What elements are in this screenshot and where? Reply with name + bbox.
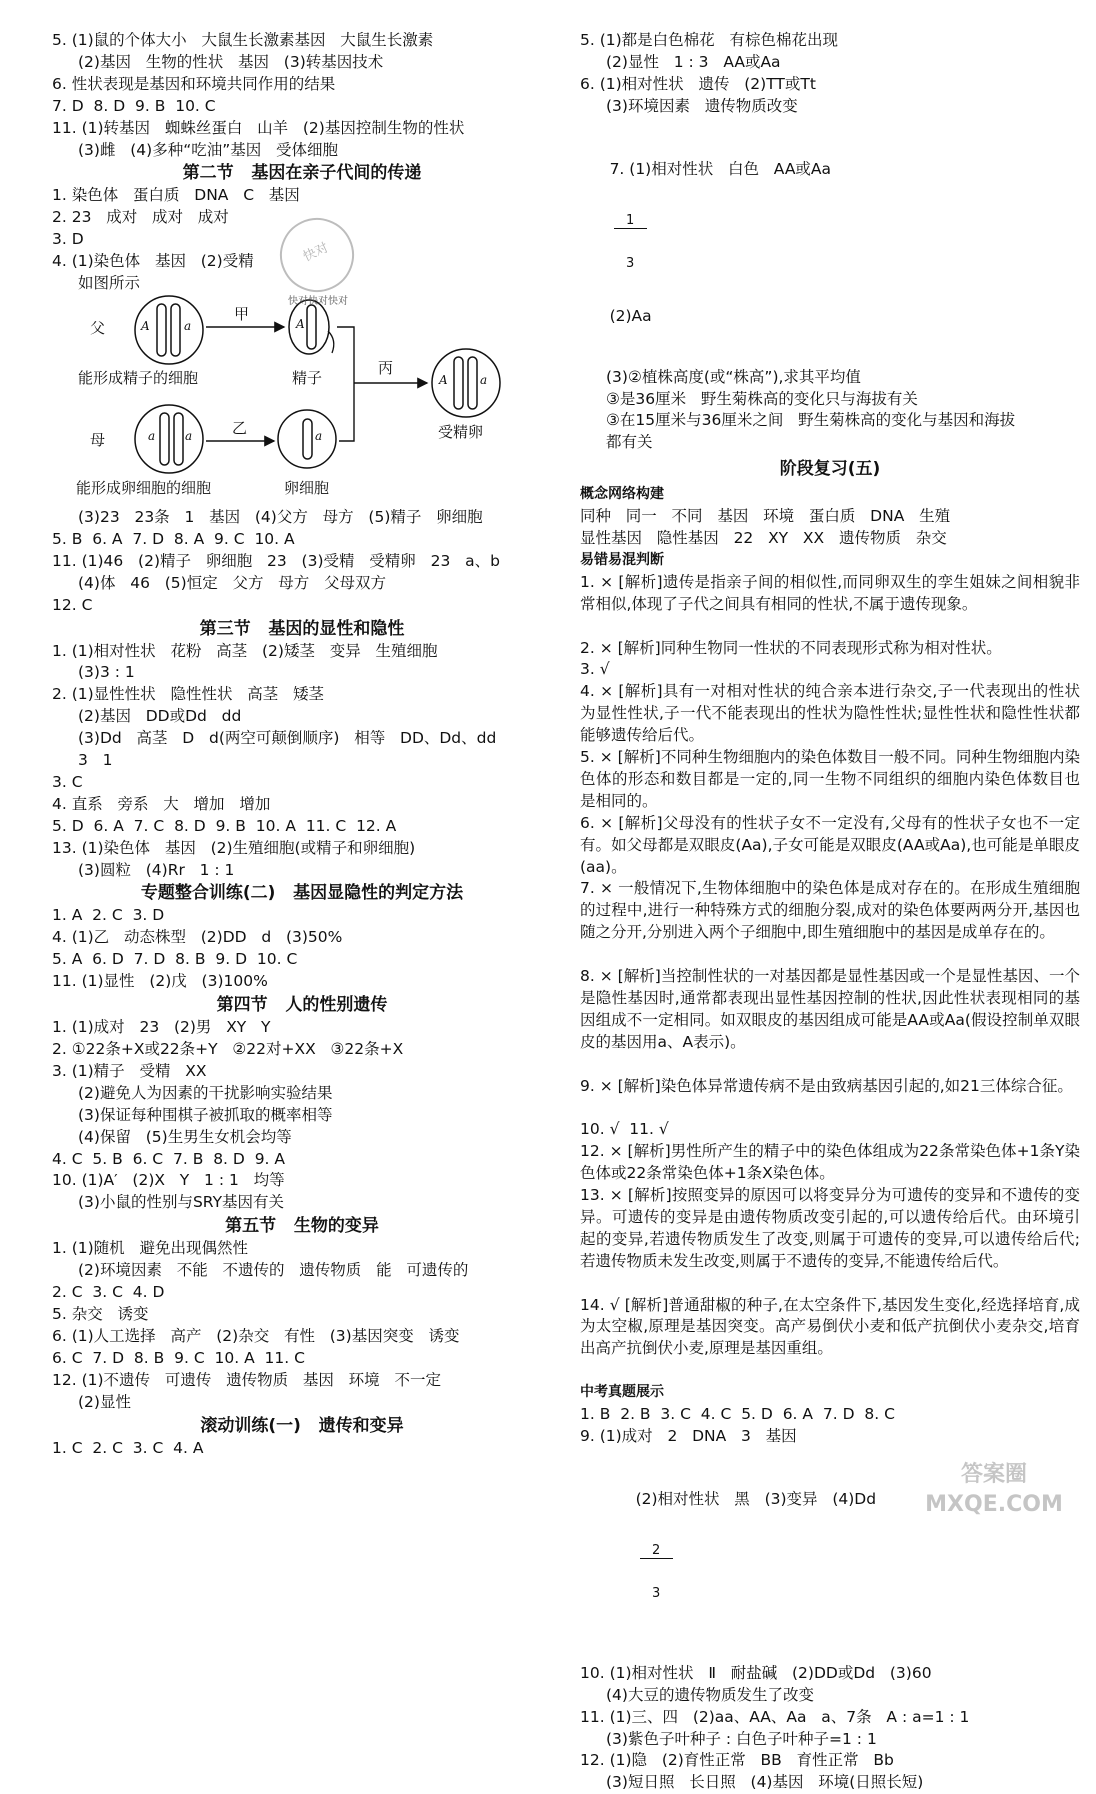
q7-text-after: (2)Aa: [609, 306, 652, 325]
text-line: 6. (1)人工选择 高产 (2)杂交 有性 (3)基因突变 诱变: [52, 1326, 460, 1345]
text-line: 显性基因 隐性基因 22 XY XX 遗传物质 杂交: [580, 529, 947, 548]
watermark-logo: 答案圈 MXQE.COM: [925, 1462, 1063, 1517]
right-block-4: [580, 1404, 1080, 1448]
allele-A: A: [296, 316, 305, 331]
text-line: 1. (1)成对 23 (2)男 XY Y: [52, 1018, 271, 1037]
sperm-cell-label: 能形成精子的细胞: [78, 368, 199, 387]
text-line: 6. 性状表现是基因和环境共同作用的结果: [52, 74, 336, 93]
text-line: 4. 直系 旁系 大 增加 增加: [52, 794, 271, 813]
judge-item: 13. × [解析]按照变异的原因可以将变异分为可遗传的变异和不遗传的变异。可遗传的变异是由遗传物质改变引起的,可以遗传给后代。由环境引起的变异,若遗传物质发生了改变,则属于可遗传的变异,可以遗传给后代;若遗传物质未发生改变,则属于不遗传的变异,不能遗传给后代。: [580, 1186, 1080, 1270]
judge-item: 10. √ 11. √: [580, 1120, 669, 1139]
text-line: 9. (1)成对 2 DNA 3 基因: [580, 1426, 797, 1445]
section-heading: 第三节 基因的显性和隐性: [199, 618, 405, 639]
subsection-heading: 易错易混判断: [580, 551, 664, 568]
text-line: 都有关: [606, 433, 653, 452]
text-line: (4)保留 (5)生男生女机会均等: [78, 1127, 292, 1146]
text-line: (4)大豆的遗传物质发生了改变: [606, 1685, 814, 1704]
fraction-numerator: 2: [640, 1544, 673, 1559]
sperm-cell: [289, 300, 329, 354]
text-line: (4)体 46 (5)恒定 父方 母方 父母双方: [78, 573, 387, 592]
text-line: 2. (1)显性性状 隐性性状 高茎 矮茎: [52, 685, 325, 704]
text-line: (2)避免人为因素的干扰影响实验结果: [78, 1083, 333, 1102]
q7-text: 7. (1)相对性状 白色 AA或Aa: [609, 159, 832, 178]
section-heading: 专题整合训练(二) 基因显隐性的判定方法: [140, 883, 464, 904]
text-line: 10. (1)A′ (2)X Y 1 : 1 均等: [52, 1171, 285, 1190]
q9-text: (2)相对性状 黑 (3)变异 (4)Dd: [635, 1489, 877, 1508]
left-block-5: [52, 905, 552, 993]
text-line: 1. (1)相对性状 花粉 高茎 (2)矮茎 变异 生殖细胞: [52, 641, 438, 660]
text-line: (3)圆粒 (4)Rr 1 : 1: [78, 860, 235, 879]
zygote-label: 受精卵: [438, 422, 484, 441]
text-line: ③是36厘米 野生菊株高的变化只与海拔有关: [606, 389, 918, 408]
text-line: 12. (1)不遗传 可遗传 遗传物质 基因 环境 不一定: [52, 1370, 441, 1389]
judge-item: 2. × [解析]同种生物同一性状的不同表现形式称为相对性状。: [580, 638, 1002, 657]
allele-a: a: [480, 372, 488, 387]
text-line: (3)Dd 高茎 D d(两空可颠倒顺序) 相等 DD、Dd、dd: [78, 729, 497, 748]
text-line: (2)显性 1 : 3 AA或Aa: [606, 52, 781, 71]
judge-item: 6. × [解析]父母没有的性状子女不一定没有,父母有的性状子女也不一定有。如父母都是双眼皮(Aa),子女可能是双眼皮(AA或Aa),也可能是单眼皮(aa)。: [580, 813, 1080, 876]
right-block-5: [580, 1663, 1080, 1794]
text-line: 1. B 2. B 3. C 4. C 5. D 6. A 7. D 8. C: [580, 1405, 895, 1424]
mother-label: 母: [90, 430, 106, 449]
text-line: (2)基因 生物的性状 基因 (3)转基因技术: [78, 52, 384, 71]
section-heading: 阶段复习(五): [779, 459, 881, 480]
left-column: [52, 30, 552, 1459]
left-block-8: [52, 1438, 552, 1460]
text-line: (3)短日照 长日照 (4)基因 环境(日照长短): [606, 1773, 924, 1792]
text-line: 5. B 6. A 7. D 8. A 9. C 10. A: [52, 529, 295, 548]
text-line: (3)环境因素 遗传物质改变: [606, 96, 798, 115]
text-line: (3)3 : 1: [78, 663, 135, 682]
arrow-label-bing: 丙: [378, 358, 394, 377]
section-heading: 滚动训练(一) 遗传和变异: [200, 1415, 404, 1436]
fraction-denominator: 3: [625, 255, 635, 271]
left-block-1: [52, 30, 552, 161]
text-line: 10. (1)相对性状 Ⅱ 耐盐碱 (2)DD或Dd (3)60: [580, 1663, 932, 1682]
text-line: 5. D 6. A 7. C 8. D 9. B 10. A 11. C 12. A: [52, 816, 397, 835]
text-line: (3)雌 (4)多种“吃油”基因 受体细胞: [78, 140, 339, 159]
left-block-6: [52, 1017, 552, 1214]
text-line: 6. C 7. D 8. B 9. C 10. A 11. C: [52, 1348, 305, 1367]
sperm-label: 精子: [292, 368, 323, 387]
right-column: [580, 30, 1080, 1794]
judge-item: 1. × [解析]遗传是指亲子间的相似性,而同卵双生的孪生姐妹之间相貌非常相似,体现了子代之间具有相同的性状,不属于遗传现象。: [580, 572, 1080, 613]
arrow-label-jia: 甲: [234, 304, 250, 323]
father-label: 父: [90, 318, 106, 337]
text-line: (2)基因 DD或Dd dd: [78, 707, 242, 726]
text-line: 12. (1)隐 (2)育性正常 BB 育性正常 Bb: [580, 1751, 894, 1770]
allele-a: a: [184, 318, 192, 333]
text-line: 2. ①22条+X或22条+Y ②22对+XX ③22条+X: [52, 1040, 404, 1058]
allele-a: a: [185, 428, 193, 443]
text-line: 5. (1)都是白色棉花 有棕色棉花出现: [580, 31, 838, 49]
judge-item: 7. × 一般情况下,生物体细胞中的染色体是成对存在的。在形成生殖细胞的过程中,进行一种特殊方式的细胞分裂,成对的染色体要两两分开,基因也随之分开,分别进入两个子细胞中,即生殖细胞中的基因是成单存在的。: [580, 879, 1080, 942]
left-block-3: [52, 507, 552, 617]
text-line: 2. 23 成对 成对 成对: [52, 208, 229, 227]
right-block-2: [580, 367, 1080, 455]
allele-a: a: [315, 428, 323, 443]
arrow-label-yi: 乙: [232, 418, 248, 437]
text-line: 12. C: [52, 595, 93, 614]
text-line: (2)显性: [78, 1392, 131, 1411]
text-line: 3. (1)精子 受精 XX: [52, 1061, 207, 1080]
text-line: (3)23 23条 1 基因 (4)父方 母方 (5)精子 卵细胞: [78, 507, 483, 526]
text-line: ③在15厘米与36厘米之间 野生菊株高的变化与基因和海拔: [606, 411, 1016, 430]
text-line: 7. D 8. D 9. B 10. C: [52, 96, 216, 115]
text-line: 4. (1)乙 动态株型 (2)DD d (3)50%: [52, 928, 343, 947]
egg-label: 卵细胞: [284, 478, 330, 497]
text-line: 1. A 2. C 3. D: [52, 906, 165, 925]
allele-A: A: [439, 372, 448, 387]
judge-item: 4. × [解析]具有一对相对性状的纯合亲本进行杂交,子一代表现出的性状为显性性状,子一代不能表现出的性状为隐性性状;显性性状和隐性性状都能够遗传给后代。: [580, 682, 1080, 745]
text-line: 11. (1)显性 (2)戊 (3)100%: [52, 972, 268, 991]
text-line: 5. (1)鼠的个体大小 大鼠生长激素基因 大鼠生长激素: [52, 31, 434, 49]
text-line: 11. (1)转基因 蜘蛛丝蛋白 山羊 (2)基因控制生物的性状: [52, 118, 465, 137]
text-line: 6. (1)相对性状 遗传 (2)TT或Tt: [580, 74, 816, 93]
text-line: 如图所示: [78, 274, 141, 293]
judge-item: 14. √ [解析]普通甜椒的种子,在太空条件下,基因发生变化,经选择培育,成为太空椒,原理是基因突变。高产易倒伏小麦和低产抗倒伏小麦杂交,培育出高产抗倒伏小麦,原理是基因重组。: [580, 1295, 1080, 1358]
text-line: (2)环境因素 不能 不遗传的 遗传物质 能 可遗传的: [78, 1261, 469, 1280]
stamp-text: 快对快对快对: [288, 296, 348, 307]
judge-item: 3. √: [580, 660, 610, 679]
text-line: 11. (1)46 (2)精子 卵细胞 23 (3)受精 受精卵 23 a、b: [52, 551, 500, 570]
text-line: (3)小鼠的性别与SRY基因有关: [78, 1193, 285, 1212]
section-heading: 第五节 生物的变异: [225, 1216, 379, 1237]
judge-item: 5. × [解析]不同种生物细胞内的染色体数目一般不同。同种生物细胞内染色体的形态和数目都是一定的,同一生物不同组织的细胞内染色体数目也是相同的。: [580, 748, 1080, 810]
text-line: 3 1: [78, 751, 113, 770]
left-block-7: [52, 1238, 552, 1413]
stamp-seal: 快对: [268, 206, 366, 304]
text-line: 4. C 5. B 6. C 7. B 8. D 9. A: [52, 1149, 286, 1168]
egg-cell-label: 能形成卵细胞的细胞: [76, 478, 212, 497]
fraction-denominator: 3: [651, 1585, 661, 1601]
text-line-fraction: [580, 118, 1080, 367]
subsection-heading: 概念网络构建: [580, 486, 664, 503]
connector: [337, 327, 354, 441]
text-line: 1. C 2. C 3. C 4. A: [52, 1438, 204, 1457]
fraction-numerator: 1: [614, 214, 647, 229]
fraction: [614, 186, 647, 299]
judge-item: 9. × [解析]染色体异常遗传病不是由致病基因引起的,如21三体综合征。: [580, 1076, 1073, 1095]
judge-item: 12. × [解析]男性所产生的精子中的染色体组成为22条常染色体+1条Y染色体或22条常染色体+1条X染色体。: [580, 1142, 1080, 1183]
text-line: 1. (1)随机 避免出现偶然性: [52, 1239, 248, 1258]
text-line: (3)保证每种围棋子被抓取的概率相等: [78, 1105, 333, 1124]
left-block-4: [52, 641, 552, 882]
text-line: (3)紫色子叶种子 : 白色子叶种子=1 : 1: [606, 1729, 877, 1748]
subsection-heading: 中考真题展示: [580, 1384, 664, 1401]
judge-list: [580, 572, 1080, 1382]
text-line: 5. A 6. D 7. D 8. B 9. D 10. C: [52, 950, 298, 969]
text-line: 3. C: [52, 772, 83, 791]
text-line: 2. C 3. C 4. D: [52, 1283, 165, 1302]
fraction: [640, 1516, 673, 1629]
right-block-1: [580, 30, 1080, 118]
inheritance-diagram: [52, 295, 552, 507]
text-line: 4. (1)染色体 基因 (2)受精: [52, 252, 254, 271]
section-heading: 第二节 基因在亲子代间的传递: [182, 163, 422, 184]
right-block-3: [580, 506, 1080, 550]
section-heading: 第四节 人的性别遗传: [216, 995, 388, 1016]
text-line: (3)②植株高度(或“株高”),求其平均值: [606, 367, 861, 386]
allele-A: A: [141, 318, 150, 333]
text-line: 同种 同一 不同 基因 环境 蛋白质 DNA 生殖: [580, 507, 951, 526]
text-line: 5. 杂交 诱变: [52, 1304, 149, 1323]
judge-item: 8. × [解析]当控制性状的一对基因都是显性基因或一个是显性基因、一个是隐性基因时,通常都表现出显性基因控制的性状,因此性状表现相同的基因组成不一定相同。如双眼皮的基因组成可能是AA或Aa(假设控制单双眼皮的基因用a、A表示)。: [580, 967, 1080, 1051]
allele-a: a: [148, 428, 156, 443]
text-line: 13. (1)染色体 基因 (2)生殖细胞(或精子和卵细胞): [52, 838, 416, 857]
text-line: 11. (1)三、四 (2)aa、AA、Aa a、7条 A : a=1 : 1: [580, 1707, 970, 1726]
text-line: 3. D: [52, 230, 84, 249]
text-line: 1. 染色体 蛋白质 DNA C 基因: [52, 186, 300, 205]
